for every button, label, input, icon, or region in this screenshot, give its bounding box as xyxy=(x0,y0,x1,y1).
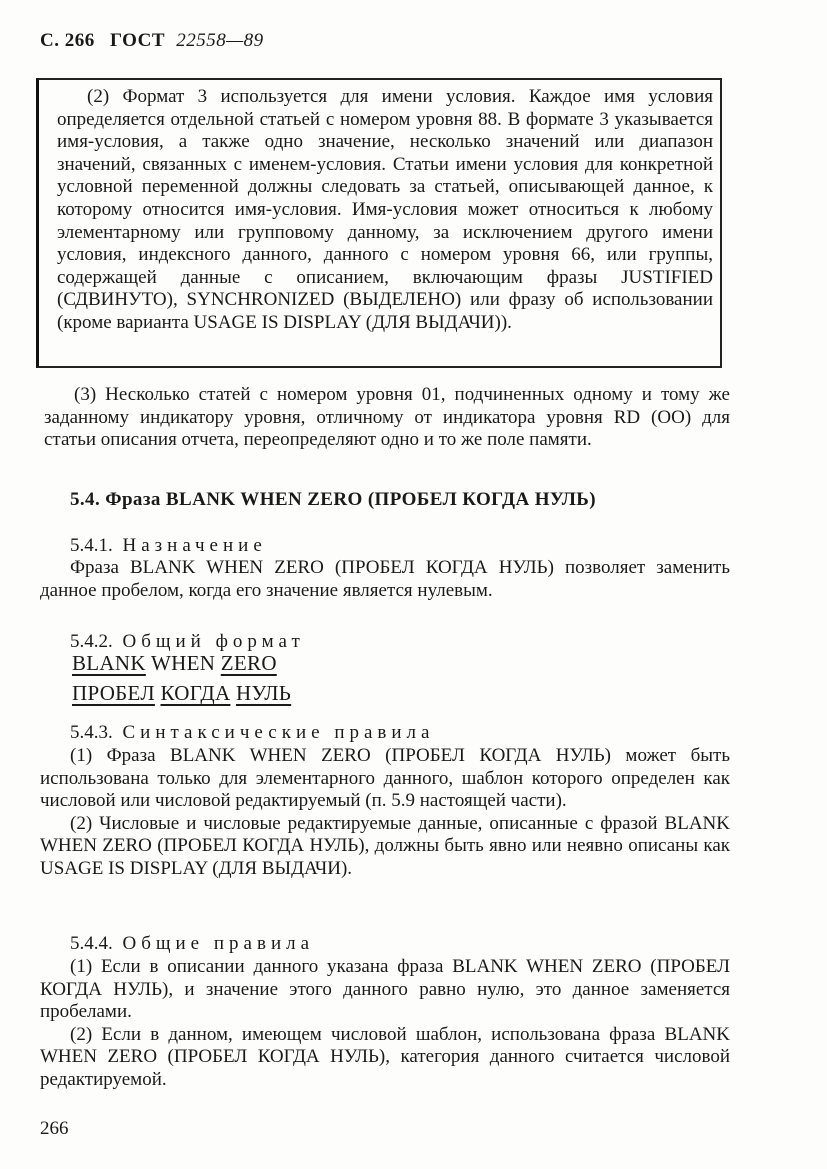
subhead-purpose-label: Назначение xyxy=(122,535,267,556)
page-number: 266 xyxy=(40,1118,69,1139)
syntax-rule-2: (2) Числовые и числовые редактируемые данные, описанные с фразой BLANK WHEN ZERO (ПРОБЕЛ КОГДА НУЛЬ), должны быть явно или неявно описаны как USAGE IS DISPLAY (ДЛЯ ВЫДАЧИ). xyxy=(40,812,730,879)
subhead-syntax-num: 5.4.3. xyxy=(70,722,113,743)
format-keyword-zero: ZERO xyxy=(220,651,277,675)
syntax-rule-1: (1) Фраза BLANK WHEN ZERO (ПРОБЕЛ КОГДА НУЛЬ) может быть использована только для элементарного данного, шаблон которого определен как числовой или числовой редактируемый (п. 5.9 настоящей части). xyxy=(40,745,730,812)
subhead-general-rules-label: Общие правила xyxy=(122,933,315,954)
format-keyword-blank: BLANK xyxy=(72,651,146,675)
subhead-purpose-num: 5.4.1. xyxy=(70,535,113,556)
format-keyword-probel: ПРОБЕЛ xyxy=(72,681,155,705)
section-title: 5.4. Фраза BLANK WHEN ZERO (ПРОБЕЛ КОГДА НУЛЬ) xyxy=(70,489,596,510)
subhead-syntax xyxy=(70,722,434,744)
subhead-general-format xyxy=(70,631,305,653)
format-keyword-nul: НУЛЬ xyxy=(235,681,292,705)
running-header xyxy=(40,30,264,52)
framed-paragraph: (2) Формат 3 используется для имени условия. Каждое имя условия определяется отдельной статьей с номером уровня 88. В формате 3 указывается имя-условия, а также одно значение, несколько значений или диапазон значений, связанных с именем-условия. Статьи имени условия для конкретной условной переменной должны следовать за статьей, описывающей данное, к которому относится имя-условия. Имя-условия может относиться к любому элементарному или групповому данному, за исключением другого имени условия, индексного данного, данного с номером уровня 66, или группы, содержащей данные с описанием, включающим фразы JUSTIFIED (СДВИНУТО), SYNCHRONIZED (ВЫДЕЛЕНО) или фразу об использовании (кроме варианта USAGE IS DISPLAY (ДЛЯ ВЫДАЧИ)). xyxy=(57,86,713,333)
format-keyword-kogda: КОГДА xyxy=(160,681,231,705)
paragraph-3-block xyxy=(44,384,730,452)
format-keyword-when: WHEN xyxy=(151,651,216,675)
general-rule-2: (2) Если в данном, имеющем числовой шаблон, использована фраза BLANK WHEN ZERO (ПРОБЕЛ КОГДА НУЛЬ), категория данного считается числовой редактируемой. xyxy=(40,1023,730,1090)
general-rule-1: (1) Если в описании данного указана фраза BLANK WHEN ZERO (ПРОБЕЛ КОГДА НУЛЬ), и значение этого данного равно нулю, это данное заменяется пробелами. xyxy=(40,956,730,1023)
subhead-general-format-label: Общий формат xyxy=(122,631,305,652)
paragraph-3: (3) Несколько статей с номером уровня 01, подчиненных одному и тому же заданному индикатору уровня, отличному от индикатора уровня RD (OO) для статьи описания отчета, переопределяют одно и то же поле памяти. xyxy=(44,384,730,451)
syntax-block xyxy=(40,745,730,881)
subhead-general-rules-num: 5.4.4. xyxy=(70,933,113,954)
header-prefix: С. 266 xyxy=(40,30,95,51)
format-line-english xyxy=(72,651,277,676)
subhead-purpose xyxy=(70,535,267,557)
header-standard-number: 22558—89 xyxy=(176,30,264,51)
framed-paragraph-block xyxy=(57,86,713,335)
subhead-syntax-label: Синтаксические правила xyxy=(122,722,435,743)
purpose-text: Фраза BLANK WHEN ZERO (ПРОБЕЛ КОГДА НУЛЬ) позволяет заменить данное пробелом, когда его значение является нулевым. xyxy=(40,557,730,601)
subhead-general-format-num: 5.4.2. xyxy=(70,631,113,652)
subhead-general-rules xyxy=(70,933,314,955)
general-rules-block xyxy=(40,956,730,1092)
purpose-block xyxy=(40,557,730,602)
header-standard: ГОСТ xyxy=(109,30,166,51)
format-line-russian xyxy=(72,681,291,706)
